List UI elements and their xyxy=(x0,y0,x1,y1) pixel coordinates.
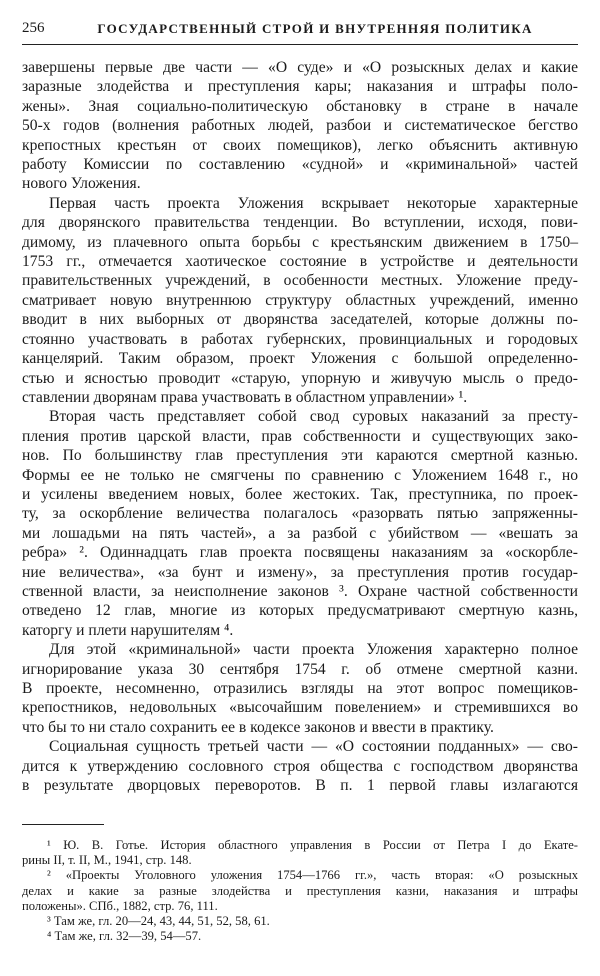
footnotes xyxy=(22,838,578,944)
text-line: игнорирование указа 30 сентября 1754 г. об отмене смертной казни. xyxy=(22,660,578,678)
text-line: и усилены введением новых, более жестоких. Так, преступника, по проек- xyxy=(22,485,578,503)
text-line: рины II, т. II, М., 1941, стр. 148. xyxy=(22,853,192,868)
footnote-separator xyxy=(22,824,104,825)
text-line: нов. По большинству глав преступления эти караются смертной казнью. xyxy=(22,447,578,465)
text-line: Социальная сущность третьей части — «О состоянии подданных» — сво- xyxy=(49,738,578,756)
text-line: заразные злодейства и преступления кары; наказания и штрафы поло- xyxy=(22,78,578,96)
text-line: стью и ясностью проводит «старую, упорную и живучую мысль о предо- xyxy=(22,369,578,387)
text-line: в результате дворцовых переворотов. В п. 1 первой главы излагаются xyxy=(22,777,578,795)
text-line: каторгу и плети нарушителям ⁴. xyxy=(22,621,234,639)
text-line: отведено 12 глав, многие из которых предусматривают смертную казнь, xyxy=(22,602,578,620)
text-line: пления против царской власти, прав собственности и существующих зако- xyxy=(22,427,578,445)
text-line: стоянно участвовать в работах губернских, провинциальных и городовых xyxy=(22,330,578,348)
text-line: ² «Проекты Уголовного уложения 1754—1766 гг.», часть вторая: «О розыскных xyxy=(47,868,578,883)
text-line: Для этой «криминальной» части проекта Уложения характерно полное xyxy=(49,641,578,659)
text-line: дится к утверждению сословного строя общества с господством дворянства xyxy=(22,757,578,775)
paragraph xyxy=(22,407,578,640)
text-line: Первая часть проекта Уложения вскрывает некоторые характерные xyxy=(49,194,578,212)
text-line: ми лошадьми на пять частей», а за разбой с убийством — «вешать за xyxy=(22,524,578,542)
text-line: сматривает новую внутреннюю структуру областных учреждений, именно xyxy=(22,291,578,309)
text-line: 1753 гг., отмечается хаотическое состояние в устройстве и деятельности xyxy=(22,253,578,271)
text-line: канцелярий. Таким образом, проект Уложения с большой определенно- xyxy=(22,350,578,368)
text-line: ставлении дворянам права участвовать в областном управлении» ¹. xyxy=(22,388,468,406)
paragraph xyxy=(22,194,578,407)
text-line: ственной власти, за неисполнение законов ³. Охране частной собственности xyxy=(22,582,578,600)
text-line: Формы ее не только не смягчены по сравнению с Уложением 1648 г., но xyxy=(22,466,578,484)
text-line: ту, за оскорбление величества полагалось «разорвать пятью запряженны- xyxy=(22,505,578,523)
text-line: ⁴ Там же, гл. 32—39, 54—57. xyxy=(47,929,202,944)
text-line: 50-х годов (волнения работных людей, разбои и систематическое бегство xyxy=(22,117,578,135)
text-line: ние величества», «за бунт и измену», за преступления против государ- xyxy=(22,563,578,581)
text-line: нового Уложения. xyxy=(22,175,141,193)
text-line: крепостных крестьян от своих помещиков), легко объяснить активную xyxy=(22,136,578,154)
text-line: Вторая часть представляет собой свод суровых наказаний за престу- xyxy=(49,408,578,426)
text-line: ¹ Ю. В. Готье. История областного управления в России от Петра I до Екате- xyxy=(47,838,578,852)
footnote xyxy=(22,914,578,929)
text-line: крепостников, недовольных «высочайшим повелением» и стремившихся во xyxy=(22,699,578,717)
text-line: правительственных учреждений, в особенности местных. Уложение преду- xyxy=(22,272,578,290)
page-header xyxy=(22,18,578,42)
text-line: ³ Там же, гл. 20—24, 43, 44, 51, 52, 58, 61. xyxy=(47,914,270,929)
text-line: жены». Зная социально-политическую обстановку в стране в начале xyxy=(22,97,578,115)
footnote xyxy=(22,838,578,868)
page-number: 256 xyxy=(22,20,45,36)
paragraph xyxy=(22,737,578,795)
body-text xyxy=(22,58,578,795)
text-line: В проекте, несомненно, отразились взгляды на этот вопрос помещиков- xyxy=(22,680,578,697)
text-line: делах и какие за разные злодейства и преступления казни, наказания и штрафы xyxy=(22,883,578,898)
running-title: ГОСУДАРСТВЕННЫЙ СТРОЙ И ВНУТРЕННЯЯ ПОЛИТИКА xyxy=(97,21,533,36)
text-line: что бы то ни стало сохранить ее в кодексе законов и ввести в практику. xyxy=(22,718,494,736)
text-line: димому, из плачевного опыта борьбы с крестьянским движением в 1750– xyxy=(22,233,578,251)
header-rule xyxy=(22,44,578,45)
footnote xyxy=(22,929,578,944)
text-line: для дворянского правительства тенденции. Во вступлении, исходя, пови- xyxy=(22,214,578,232)
text-line: положены». СПб., 1882, стр. 76, 111. xyxy=(22,898,218,913)
paragraph xyxy=(22,640,578,737)
text-line: работу Комиссии по составлению «судной» и «криминальной» частей xyxy=(22,156,578,174)
text-line: вводит в них выборных от дворянства заседателей, которые должны по- xyxy=(22,311,578,329)
paragraph xyxy=(22,58,578,194)
text-line: завершены первые две части — «О суде» и «О розыскных делах и какие xyxy=(22,59,578,76)
footnote xyxy=(22,868,578,914)
text-line: ребра» ². Одиннадцать глав проекта посвящены наказаниям за «оскорбле- xyxy=(22,544,578,562)
